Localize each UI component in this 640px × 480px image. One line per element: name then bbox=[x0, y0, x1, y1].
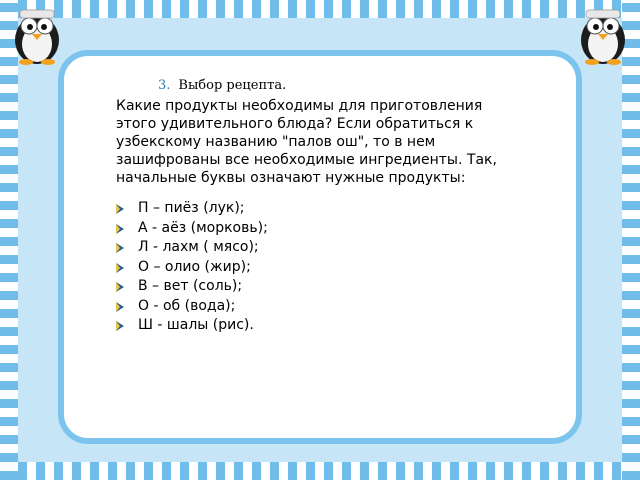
frame-right bbox=[622, 0, 640, 480]
ingredient-list bbox=[116, 199, 268, 336]
heading-text: Выбор рецепта. bbox=[178, 78, 287, 93]
arrow-bullet-icon bbox=[116, 321, 124, 331]
list-item-text: А - аёз (морковь); bbox=[138, 219, 268, 236]
list-item bbox=[116, 316, 268, 336]
frame-bottom bbox=[0, 462, 640, 480]
list-item bbox=[116, 199, 268, 219]
list-item-text: О - об (вода); bbox=[138, 297, 236, 314]
list-item bbox=[116, 258, 268, 278]
arrow-bullet-icon bbox=[116, 243, 124, 253]
list-item bbox=[116, 297, 268, 317]
arrow-bullet-icon bbox=[116, 263, 124, 273]
arrow-bullet-icon bbox=[116, 302, 124, 312]
penguin-icon bbox=[6, 4, 68, 66]
frame-top bbox=[0, 0, 640, 18]
penguin-icon bbox=[572, 4, 634, 66]
arrow-bullet-icon bbox=[116, 224, 124, 234]
list-item bbox=[116, 277, 268, 297]
frame-left bbox=[0, 0, 18, 480]
slide-heading bbox=[158, 78, 286, 93]
list-item bbox=[116, 238, 268, 258]
arrow-bullet-icon bbox=[116, 204, 124, 214]
heading-number: 3. bbox=[158, 78, 171, 93]
list-item-text: П – пиёз (лук); bbox=[138, 200, 245, 216]
list-item-text: Ш - шалы (рис). bbox=[138, 317, 254, 333]
intro-paragraph: Какие продукты необходимы для приготовления этого удивительного блюда? Если обратиться к узбекскому названию "палов ош", то в нем зашифрованы все необходимые ингредиенты. Так, начальные буквы означают нужные продукты: bbox=[116, 98, 497, 186]
list-item-text: О – олио (жир); bbox=[138, 258, 251, 275]
list-item-text: Л - лахм ( мясо); bbox=[138, 239, 259, 255]
list-item bbox=[116, 219, 268, 239]
arrow-bullet-icon bbox=[116, 282, 124, 292]
list-item-text: В – вет (соль); bbox=[138, 278, 243, 294]
